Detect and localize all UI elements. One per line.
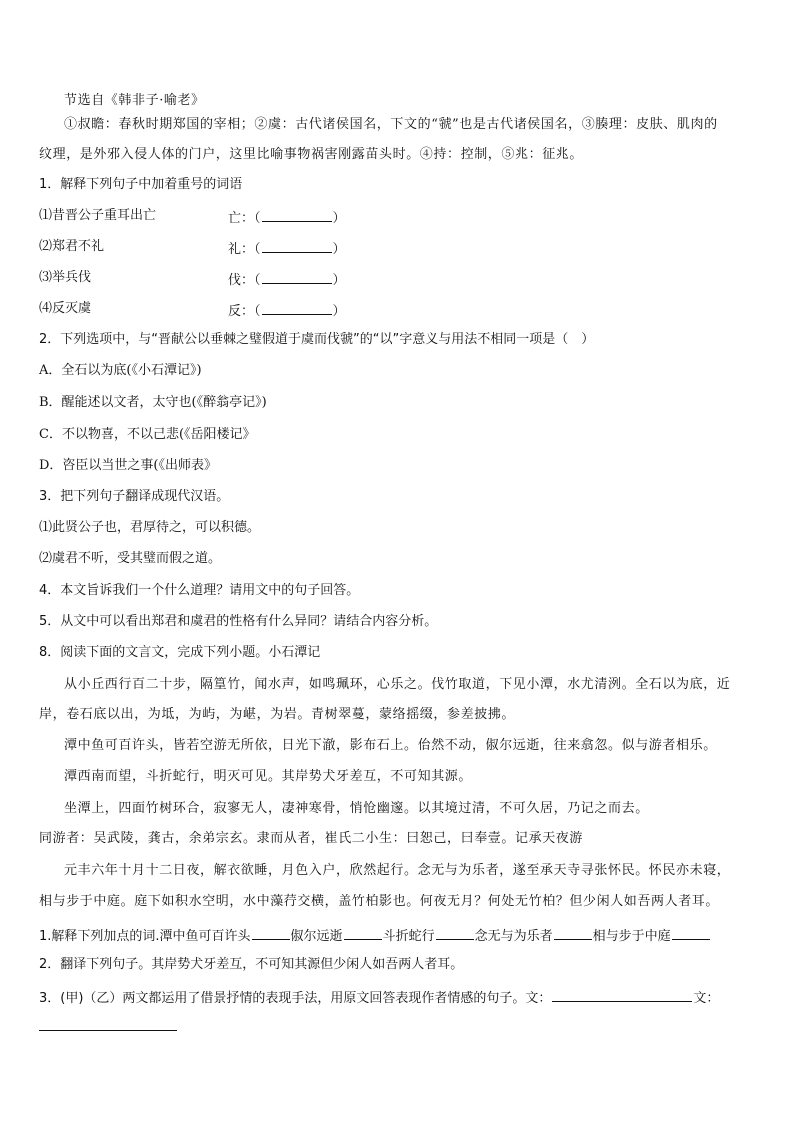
q5-stem: 5．从文中可以看出郑君和虞君的性格有什么异同？请结合内容分析。 — [39, 614, 438, 629]
q1-close-2: ） — [332, 242, 346, 257]
sq1-prefix: 1.解释下列加点的词.潭中鱼可百许头 — [39, 929, 251, 944]
sq3-line — [39, 987, 719, 1008]
source-line: 节选自《韩非子·喻老》 — [64, 93, 205, 108]
passage-line: 从小丘西行百二十步，隔篁竹，闻水声，如鸣珮环，心乐之。伐竹取道，下见小潭，水尤清洌。全石以为底，近 — [64, 677, 731, 692]
sq1-part-3: 斗折蛇行 — [382, 929, 435, 944]
sq1-part-5: 相与步于中庭 — [592, 929, 671, 944]
passage-line: 坐潭上，四面竹树环合，寂寥无人，凄神寒骨，悄怆幽邃。以其境过清，不可久居，乃记之而去。 — [64, 801, 649, 816]
q4-stem: 4．本文旨诉我们一个什么道理？请用文中的句子回答。 — [39, 583, 360, 598]
notes-line-1: ①叔瞻：春秋时期郑国的宰相；②虞：古代诸侯国名，下文的“虢”也是古代诸侯国名，③腠理：皮肤、肌肉的 — [64, 117, 718, 132]
passage-line: 潭中鱼可百许头，皆若空游无所依，日光下澈，影布石上。佁然不动，俶尔远逝，往来翕忽。似与游者相乐。 — [64, 738, 717, 753]
sq1-blank-2[interactable] — [344, 925, 382, 940]
sq1-blank-3[interactable] — [436, 925, 474, 940]
sq3-tail: 文： — [693, 991, 720, 1006]
sq1-blank-1[interactable] — [252, 925, 290, 940]
q1-close-1: ） — [332, 211, 346, 226]
q1-answer-2 — [228, 238, 346, 259]
sq1-blank-5[interactable] — [672, 925, 710, 940]
sq1-blank-4[interactable] — [554, 925, 592, 940]
q8-stem: 8．阅读下面的文言文，完成下列小题。小石潭记 — [39, 645, 321, 660]
notes-line-2: 纹理，是外邪入侵人体的门户，这里比喻事物祸害刚露苗头时。④持：控制，⑤兆：征兆。 — [39, 147, 584, 162]
sq2-line: 2．翻译下列句子。其岸势犬牙差互，不可知其源但少闲人如吾两人者耳。 — [39, 957, 464, 972]
q1-word-4: 反：（ — [228, 304, 261, 319]
q2-option-c: C．不以物喜，不以己悲(《岳阳楼记》 — [39, 427, 256, 442]
q1-blank-1[interactable] — [262, 207, 332, 222]
q1-word-1: 亡：（ — [228, 211, 261, 226]
q3-item-1: ⑴此贤公子也，君厚待之，可以积德。 — [39, 520, 261, 535]
passage-line: 同游者：吴武陵，龚古，余弟宗玄。隶而从者，崔氏二小生：曰恕己，曰奉壹。记承天夜游 — [39, 831, 584, 846]
q1-close-3: ） — [332, 273, 346, 288]
q1-blank-3[interactable] — [262, 269, 332, 284]
sq1-part-4: 念无与为乐者 — [474, 929, 553, 944]
q1-answer-4 — [228, 300, 346, 321]
q3-item-2: ⑵虞君不听，受其璧而假之道。 — [39, 551, 222, 566]
q1-answer-3 — [228, 269, 346, 290]
q1-close-4: ） — [332, 304, 346, 319]
q1-word-3: 伐：（ — [228, 273, 261, 288]
passage-line: 岸，卷石底以出，为坻，为屿，为嵁，为岩。青树翠蔓，蒙络摇缀，参差披拂。 — [39, 707, 516, 722]
q1-sentence-1: ⑴昔晋公子重耳出亡 — [39, 208, 157, 223]
q2-stem: 2．下列选项中，与“晋献公以垂棘之璧假道于虞而伐虢”的“以”字意义与用法不相同一项是（ ） — [39, 332, 595, 347]
q1-blank-4[interactable] — [262, 300, 332, 315]
q1-answer-1 — [228, 207, 346, 228]
q1-sentence-2: ⑵郑君不礼 — [39, 239, 105, 254]
passage-line: 相与步于中庭。庭下如积水空明，水中藻荇交横，盖竹柏影也。何夜无月？何处无竹柏？但少闲人如吾两人者耳。 — [39, 894, 720, 909]
q3-stem: 3．把下列句子翻译成现代汉语。 — [39, 489, 230, 504]
q1-sentence-4: ⑷反灭虞 — [39, 301, 92, 316]
q1-stem: 1．解释下列句子中加着重号的词语 — [39, 177, 243, 192]
q1-blank-2[interactable] — [262, 238, 332, 253]
q1-sentence-3: ⑶举兵伐 — [39, 270, 92, 285]
sq1-line — [39, 925, 711, 946]
passage-line: 元丰六年十月十二日夜，解衣欲睡，月色入户，欣然起行。念无与为乐者，遂至承天寺寻张怀民。怀民亦未寝， — [64, 863, 731, 878]
q2-option-b: B．醒能述以文者，太守也(《醉翁亭记》) — [39, 395, 267, 410]
q2-option-a: A．全石以为底(《小石潭记》) — [39, 363, 202, 378]
sq3-blank-1[interactable] — [552, 987, 692, 1002]
sq3-text: 3．(甲)（乙）两文都运用了借景抒情的表现手法，用原文回答表现作者情感的句子。文： — [39, 991, 552, 1006]
passage-line: 潭西南而望，斗折蛇行，明灭可见。其岸势犬牙差互，不可知其源。 — [64, 769, 473, 784]
q1-word-2: 礼：（ — [228, 242, 261, 257]
sq3-blank-2[interactable] — [39, 1030, 177, 1031]
q2-option-d: D．咨臣以当世之事(《出师表》 — [39, 458, 217, 473]
sq1-part-2: 俶尔远逝 — [290, 929, 343, 944]
